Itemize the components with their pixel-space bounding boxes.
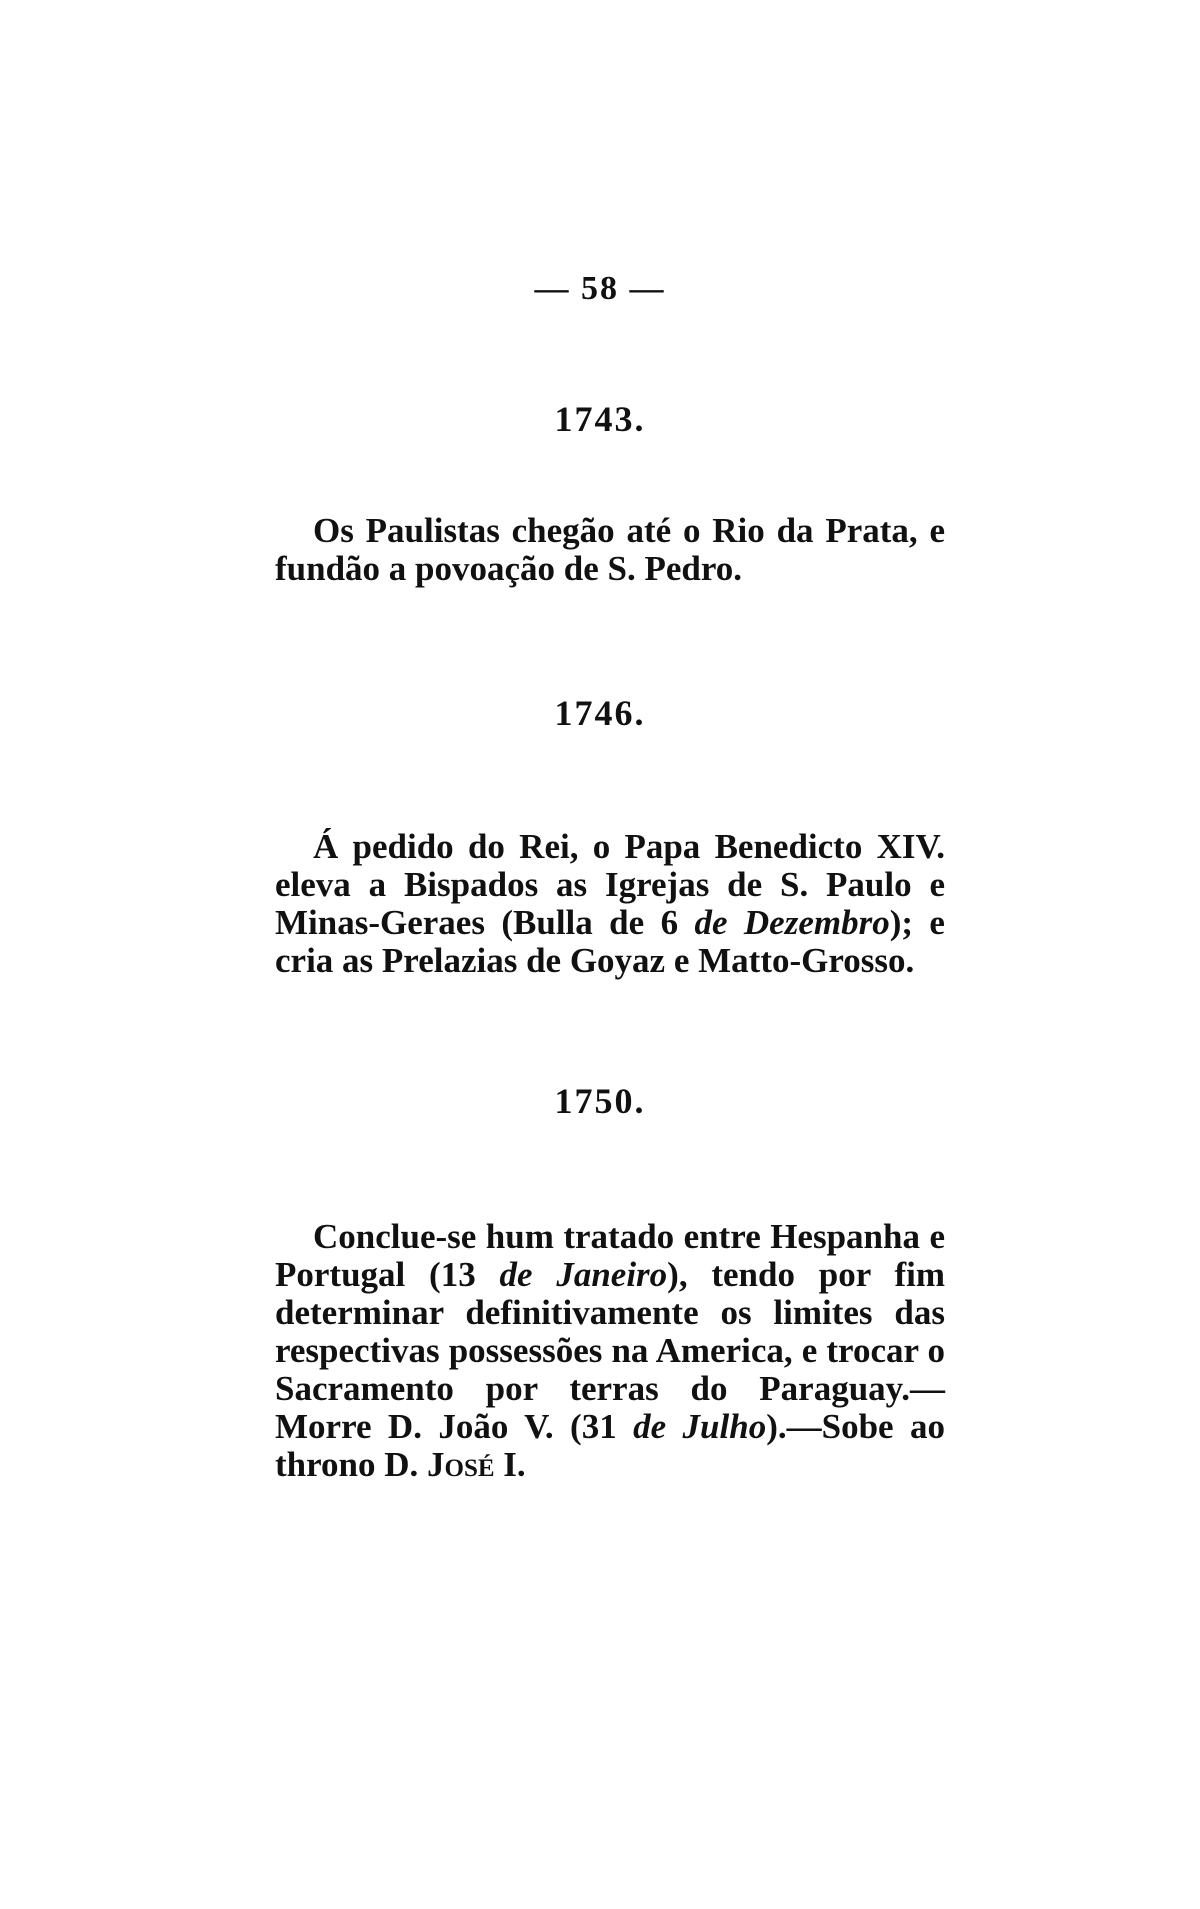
italic-date-text: de Julho	[633, 1407, 767, 1446]
year-heading-1746: 1746.	[554, 693, 646, 733]
paragraph-text-run: Á pedido do Rei, o Papa Benedicto XIV. eleva a Bispados as Igrejas de S. Paulo e Minas-Geraes (Bulla de 6	[275, 827, 945, 942]
year-heading-1743: 1743.	[554, 399, 646, 439]
page-number: — 58 —	[534, 270, 666, 307]
entry-paragraph-1746	[275, 828, 945, 980]
paragraph-text-run: I.	[494, 1445, 526, 1484]
italic-date-text: de Dezembro	[694, 903, 890, 942]
entry-paragraph-1750	[275, 1218, 945, 1484]
paragraph-text-run: ).—Sobe ao throno D.	[275, 1407, 945, 1484]
paragraph-text-run: ); e cria as Prelazias de Goyaz e Matto-Grosso.	[275, 903, 945, 980]
paragraph-text-run: ), tendo por fim determinar definitivamente os limites das respectivas possessões na America, e trocar o Sacramento por terras do Paraguay.—Morre D. João V. (31	[275, 1255, 945, 1446]
paragraph-text-run: Conclue-se hum tratado entre Hespanha e Portugal (13	[275, 1217, 945, 1294]
entry-paragraph-1743	[275, 512, 945, 588]
year-heading-1750: 1750.	[554, 1081, 646, 1121]
small-caps-name-text: José	[427, 1445, 495, 1484]
paragraph-text-run: Os Paulistas chegão até o Rio da Prata, e fundão a povoação de S. Pedro.	[275, 511, 945, 588]
italic-date-text: de Janeiro	[499, 1255, 668, 1294]
